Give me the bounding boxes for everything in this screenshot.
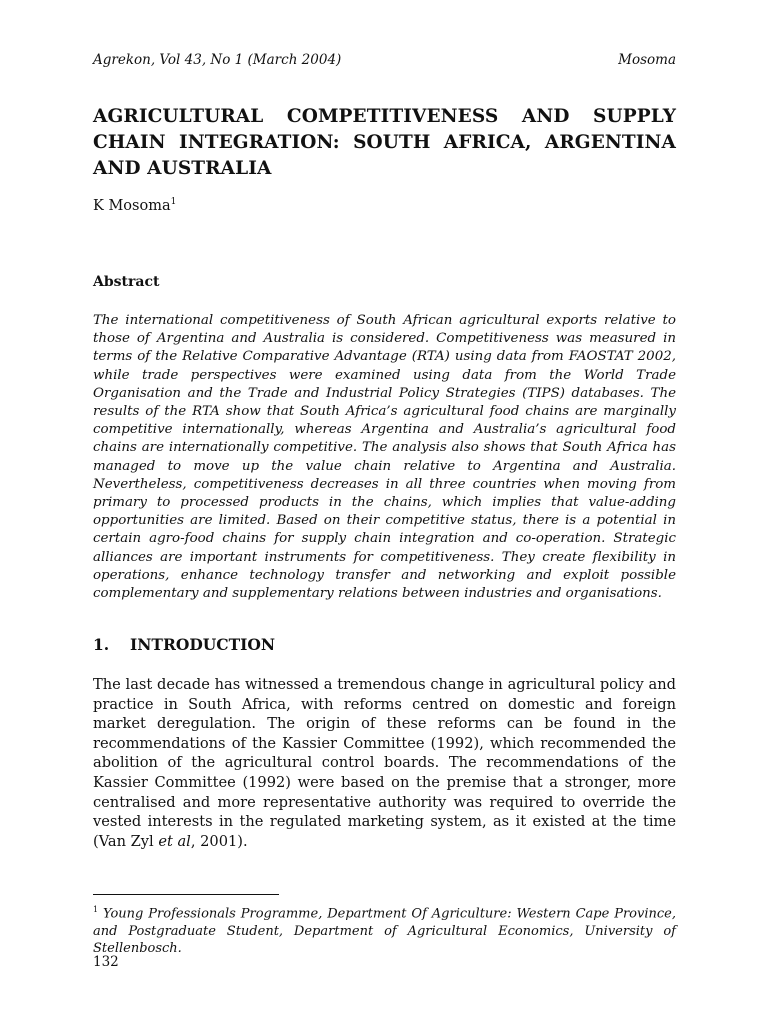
footnote-marker: 1 xyxy=(93,905,99,914)
article-title: AGRICULTURAL COMPETITIVENESS AND SUPPLY CHAIN INTEGRATION: SOUTH AFRICA, ARGENTINA AND AUSTRALIA xyxy=(93,106,676,179)
introduction-text-italic: et al xyxy=(158,832,191,850)
author-footnote-marker: 1 xyxy=(170,197,177,207)
abstract-heading: Abstract xyxy=(93,274,160,290)
page-number: 132 xyxy=(93,954,119,970)
introduction-text-end: , 2001). xyxy=(190,832,248,850)
footnote xyxy=(93,901,676,958)
article-author xyxy=(93,197,176,214)
introduction-paragraph xyxy=(93,675,676,851)
section-heading-introduction xyxy=(93,635,275,654)
author-name: K Mosoma xyxy=(93,197,171,214)
journal-citation: Agrekon, Vol 43, No 1 (March 2004) xyxy=(93,52,342,68)
introduction-text: The last decade has witnessed a tremendous change in agricultural policy and practice in South Africa, with reforms centred on domestic and foreign market deregulation. The origin of these reforms can be found in the recommendations of the Kassier Committee (1992), which recommended the abolition of the agricultural control boards. The recommendations of the Kassier Committee (1992) were based on the premise that a stronger, more centralised and more representative authority was required to override the vested interests in the regulated marketing system, as it existed at the time (Van Zyl xyxy=(93,676,676,850)
section-number: 1. xyxy=(93,635,110,654)
section-title: INTRODUCTION xyxy=(130,635,276,654)
footnote-text: Young Professionals Programme, Department Of Agriculture: Western Cape Province, and Postgraduate Student, Department of Agricultural Economics, University of Stellenbosch. xyxy=(93,906,676,957)
running-author: Mosoma xyxy=(618,52,676,68)
abstract-text: The international competitiveness of South African agricultural exports relative to those of Argentina and Australia is considered. Competitiveness was measured in terms of the Relative Comparative Advantage (RTA) using data from FAOSTAT 2002, while trade perspectives were examined using data from the World Trade Organisation and the Trade and Industrial Policy Strategies (TIPS) databases. The results of the RTA show that South Africa’s agricultural food chains are marginally competitive internationally, whereas Argentina and Australia’s agricultural food chains are internationally competitive. The analysis also shows that South Africa has managed to move up the value chain relative to Argentina and Australia. Nevertheless, competitiveness decreases in all three countries when moving from primary to processed products in the chains, which implies that value-adding opportunities are limited. Based on their competitive status, there is a potential in certain agro-food chains for supply chain integration and co-operation. Strategic alliances are important instruments for competitiveness. They create flexibility in operations, enhance technology transfer and networking and exploit possible complementary and supplementary relations between industries and organisations. xyxy=(93,313,676,602)
footnote-divider xyxy=(93,894,279,895)
